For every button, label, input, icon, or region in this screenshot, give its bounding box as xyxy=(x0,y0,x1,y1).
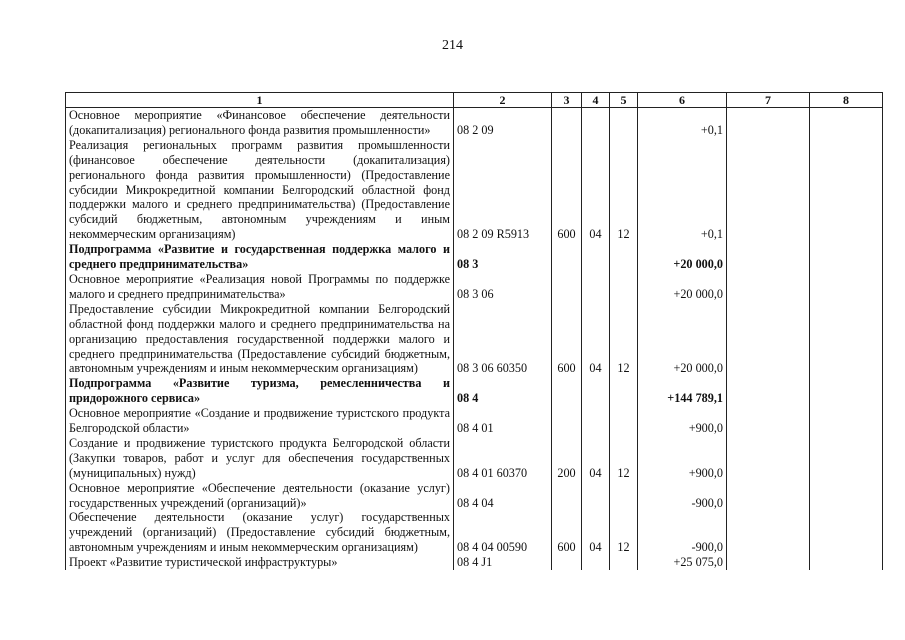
section: 04 xyxy=(582,302,610,377)
column-8-value xyxy=(810,376,883,406)
table-row xyxy=(66,481,883,511)
expense-type xyxy=(552,481,582,511)
item-name: Проект «Развитие туристической инфраструктуры» xyxy=(66,555,454,570)
expense-type xyxy=(552,406,582,436)
item-name: Создание и продвижение туристского продукта Белгородской области (Закупки товаров, работ и услуг для обеспечения государственных (муниципальных) нужд) xyxy=(66,436,454,481)
amount-change: +900,0 xyxy=(638,406,727,436)
subsection xyxy=(610,555,638,570)
budget-code: 08 4 01 xyxy=(454,406,552,436)
budget-code: 08 2 09 xyxy=(454,108,552,138)
table-row xyxy=(66,406,883,436)
amount-change: -900,0 xyxy=(638,481,727,511)
column-7-value xyxy=(727,436,810,481)
item-name: Основное мероприятие «Обеспечение деятельности (оказание услуг) государственных учреждений (организаций)» xyxy=(66,481,454,511)
subsection: 12 xyxy=(610,138,638,242)
subsection xyxy=(610,481,638,511)
table-row xyxy=(66,376,883,406)
amount-change: +25 075,0 xyxy=(638,555,727,570)
column-header: 7 xyxy=(727,93,810,108)
column-8-value xyxy=(810,108,883,138)
amount-change: +20 000,0 xyxy=(638,302,727,377)
table-row xyxy=(66,108,883,138)
expense-type xyxy=(552,272,582,302)
table-row xyxy=(66,138,883,242)
expense-type xyxy=(552,555,582,570)
section xyxy=(582,555,610,570)
column-7-value xyxy=(727,108,810,138)
table-row xyxy=(66,555,883,570)
column-7-value xyxy=(727,376,810,406)
subsection xyxy=(610,376,638,406)
budget-code: 08 3 xyxy=(454,242,552,272)
amount-change: +20 000,0 xyxy=(638,242,727,272)
column-7-value xyxy=(727,481,810,511)
column-8-value xyxy=(810,406,883,436)
section xyxy=(582,108,610,138)
column-7-value xyxy=(727,510,810,555)
budget-code: 08 4 01 60370 xyxy=(454,436,552,481)
column-8-value xyxy=(810,272,883,302)
budget-code: 08 3 06 xyxy=(454,272,552,302)
table-row xyxy=(66,510,883,555)
item-name: Основное мероприятие «Реализация новой Программы по поддержке малого и среднего предпринимательства» xyxy=(66,272,454,302)
item-name: Подпрограмма «Развитие и государственная поддержка малого и среднего предпринимательства» xyxy=(66,242,454,272)
amount-change: +0,1 xyxy=(638,138,727,242)
item-name: Предоставление субсидии Микрокредитной компании Белгородский областной фонд поддержки малого и среднего предпринимательства на организацию предоставления государственной поддержки малого и среднего предпринимательства (Предоставление субсидий бюджетным, автономным учреждениям и иным некоммерческим организациям) xyxy=(66,302,454,377)
subsection xyxy=(610,108,638,138)
section: 04 xyxy=(582,138,610,242)
column-8-value xyxy=(810,481,883,511)
expense-type: 600 xyxy=(552,302,582,377)
column-header: 8 xyxy=(810,93,883,108)
budget-code: 08 4 04 xyxy=(454,481,552,511)
budget-code: 08 4 J1 xyxy=(454,555,552,570)
section xyxy=(582,272,610,302)
column-8-value xyxy=(810,138,883,242)
budget-table xyxy=(65,92,883,570)
amount-change: -900,0 xyxy=(638,510,727,555)
column-header: 6 xyxy=(638,93,727,108)
item-name: Основное мероприятие «Финансовое обеспечение деятельности (докапитализация) регионального фонда развития промышленности» xyxy=(66,108,454,138)
budget-code: 08 4 xyxy=(454,376,552,406)
column-7-value xyxy=(727,302,810,377)
expense-type xyxy=(552,108,582,138)
amount-change: +144 789,1 xyxy=(638,376,727,406)
column-8-value xyxy=(810,242,883,272)
item-name: Обеспечение деятельности (оказание услуг) государственных учреждений (организаций) (Предоставление субсидий бюджетным, автономным учреждениям и иным некоммерческим организациям) xyxy=(66,510,454,555)
expense-type xyxy=(552,242,582,272)
page-number: 214 xyxy=(442,38,463,53)
column-header: 5 xyxy=(610,93,638,108)
subsection xyxy=(610,406,638,436)
column-8-value xyxy=(810,510,883,555)
item-name: Основное мероприятие «Создание и продвижение туристского продукта Белгородской области» xyxy=(66,406,454,436)
budget-code: 08 4 04 00590 xyxy=(454,510,552,555)
column-8-value xyxy=(810,302,883,377)
column-7-value xyxy=(727,138,810,242)
expense-type xyxy=(552,376,582,406)
table-row xyxy=(66,242,883,272)
table-row xyxy=(66,302,883,377)
column-header: 2 xyxy=(454,93,552,108)
table-row xyxy=(66,272,883,302)
subsection: 12 xyxy=(610,302,638,377)
column-7-value xyxy=(727,406,810,436)
section: 04 xyxy=(582,510,610,555)
expense-type: 200 xyxy=(552,436,582,481)
column-header: 4 xyxy=(582,93,610,108)
section xyxy=(582,481,610,511)
column-7-value xyxy=(727,242,810,272)
budget-code: 08 3 06 60350 xyxy=(454,302,552,377)
subsection xyxy=(610,242,638,272)
subsection xyxy=(610,272,638,302)
column-8-value xyxy=(810,555,883,570)
subsection: 12 xyxy=(610,510,638,555)
column-7-value xyxy=(727,272,810,302)
expense-type: 600 xyxy=(552,138,582,242)
table-row xyxy=(66,436,883,481)
section: 04 xyxy=(582,436,610,481)
amount-change: +900,0 xyxy=(638,436,727,481)
column-header: 3 xyxy=(552,93,582,108)
header-row xyxy=(66,93,883,108)
section xyxy=(582,242,610,272)
column-8-value xyxy=(810,436,883,481)
subsection: 12 xyxy=(610,436,638,481)
amount-change: +0,1 xyxy=(638,108,727,138)
column-header: 1 xyxy=(66,93,454,108)
column-7-value xyxy=(727,555,810,570)
item-name: Реализация региональных программ развития промышленности (финансовое обеспечение деятельности (докапитализация) регионального фонда развития промышленности) (Предоставление субсидии Микрокредитной компании Белгородский областной фонд поддержки малого и среднего предпринимательства) (Предоставление субсидий бюджетным, автономным учреждениям и иным некоммерческим организациям) xyxy=(66,138,454,242)
budget-code: 08 2 09 R5913 xyxy=(454,138,552,242)
item-name: Подпрограмма «Развитие туризма, ремесленничества и придорожного сервиса» xyxy=(66,376,454,406)
section xyxy=(582,406,610,436)
expense-type: 600 xyxy=(552,510,582,555)
section xyxy=(582,376,610,406)
amount-change: +20 000,0 xyxy=(638,272,727,302)
